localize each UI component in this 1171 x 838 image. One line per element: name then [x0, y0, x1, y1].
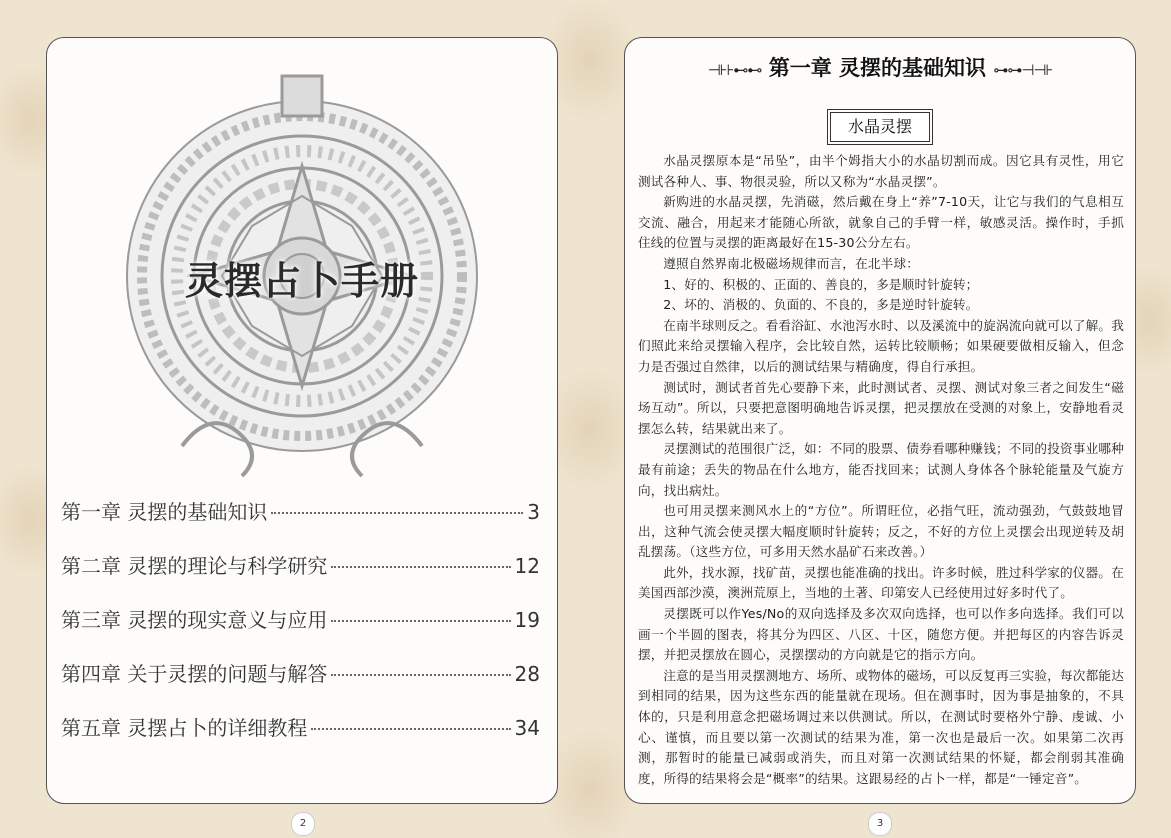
toc-entry-page: 3	[527, 500, 540, 524]
paragraph: 遵照自然界南北极磁场规律而言，在北半球：	[663, 255, 920, 271]
left-page	[46, 37, 558, 804]
ornament-left-icon: ⊣⊦⊦⊷⊷	[707, 61, 762, 79]
paragraph: 灵摆既可以作Yes/No的双向选择及多次双向选择，也可以作多向选择。我们可以画一个半圆的图表，将其分为四区、八区、十区，随您方便。并把每区的内容告诉灵摆，并把灵摆放在圆心，灵摆摆动的方向就是它的指示方向。	[638, 606, 1124, 663]
paragraph: 新购进的水晶灵摆，先消磁，然后戴在身上“养”7-10天，让它与我们的气息相互交流、融合，用起来才能随心所欲，就象自己的手臂一样，敏感灵活。操作时，手抓住线的位置与灵摆的距离最好在15-30公分左右。	[638, 194, 1124, 251]
section-title: 水晶灵摆	[830, 112, 930, 142]
toc-entry-chapter-5[interactable]	[61, 712, 540, 766]
toc-leader-dots	[311, 728, 510, 730]
toc-entry-label: 第一章 灵摆的基础知识	[61, 500, 268, 524]
toc-leader-dots	[331, 620, 510, 622]
paragraph: 2、坏的、消极的、负面的、不良的，多是逆时针旋转。	[663, 297, 979, 313]
page-number-left: 2	[291, 812, 315, 836]
paragraph: 此外，找水源，找矿苗，灵摆也能准确的找出。许多时候，胜过科学家的仪器。在美国西部沙漠，澳洲荒原上，当地的土著、印第安人已经使用过好多时代了。	[638, 564, 1124, 601]
paragraph: 注意的是当用灵摆测地方、场所、或物体的磁场，可以反复再三实验，每次都能达到相同的结果，因为这些东西的能量就在现场。但在测事时，因为事是抽象的，不具体的，只是利用意念把磁场调过来以供测试。所以，在测试时要格外宁静、虔诚、小心、谨慎，而且要以第一次测试的结果为准，第一次也是最后一次。如果第二次再测，那暂时的能量已减弱或消失，而且对第一次测试结果的怀疑，都会削弱其准确度，所得的结果将会是“概率”的结果。这跟易经的占卜一样，都是“一锤定音”。	[638, 667, 1124, 786]
paragraph: 也可用灵摆来测风水上的“方位”。所谓旺位，必指气旺，流动强劲，气鼓鼓地冒出，这种气流会使灵摆大幅度顺时针旋转；反之，不好的方位上灵摆会出现逆转及胡乱摆荡。（这些方位，可多用天然水晶矿石来改善。）	[638, 503, 1124, 560]
toc-entry-page: 19	[514, 608, 540, 632]
toc-entry-label: 第二章 灵摆的理论与科学研究	[61, 554, 328, 578]
paragraph: 水晶灵摆原本是“吊坠”，由半个姆指大小的水晶切割而成。因它具有灵性，用它测试各种人、事、物很灵验，所以又称为“水晶灵摆”。	[638, 153, 1124, 189]
right-page	[624, 37, 1136, 804]
toc-leader-dots	[331, 566, 510, 568]
paragraph: 灵摆测试的范围很广泛，如：不同的股票、债券看哪种赚钱；不同的投资事业哪种最有前途；丢失的物品在什么地方，能否找回来；试测人身体各个脉轮能量及气旋方向，找出病灶。	[638, 441, 1124, 498]
paragraph: 1、好的、积极的、正面的、善良的，多是顺时针旋转；	[663, 276, 979, 292]
toc-entry-page: 12	[514, 554, 540, 578]
page-number-right: 3	[868, 812, 892, 836]
toc-entry-label: 第三章 灵摆的现实意义与应用	[61, 608, 328, 632]
toc-entry-chapter-3[interactable]	[61, 604, 540, 658]
chapter-heading	[625, 52, 1135, 82]
book-title: 灵摆占卜手册	[184, 259, 419, 303]
toc-entry-label: 第四章 关于灵摆的问题与解答	[61, 662, 328, 686]
toc-leader-dots	[271, 512, 523, 514]
toc-entry-chapter-4[interactable]	[61, 658, 540, 712]
toc-entry-chapter-2[interactable]	[61, 550, 540, 604]
article-body	[638, 151, 1124, 789]
paragraph: 测试时，测试者首先心要静下来，此时测试者、灵摆、测试对象三者之间发生“磁场互动”。所以，只要把意图明确地告诉灵摆，把灵摆放在受测的对象上，安静地看灵摆怎么转，结果就出来了。	[638, 379, 1124, 436]
chapter-title: 第一章 灵摆的基础知识	[768, 56, 987, 80]
toc-entry-page: 28	[514, 662, 540, 686]
toc-leader-dots	[331, 674, 510, 676]
paragraph: 在南半球则反之。看看浴缸、水池泻水时、以及溪流中的旋涡流向就可以了解。我们照此来给灵摆输入程序，会比较自然，运转比较顺畅；如果硬要做相反输入，但念力是否强过自然律，以后的测试结果与精确度，得自行承担。	[638, 317, 1124, 374]
ornament-right-icon: ⊶⊶⊣⊣⊦	[993, 61, 1053, 79]
toc-entry-page: 34	[514, 716, 540, 740]
table-of-contents	[61, 496, 540, 766]
toc-entry-label: 第五章 灵摆占卜的详细教程	[61, 716, 308, 740]
toc-entry-chapter-1[interactable]	[61, 496, 540, 550]
